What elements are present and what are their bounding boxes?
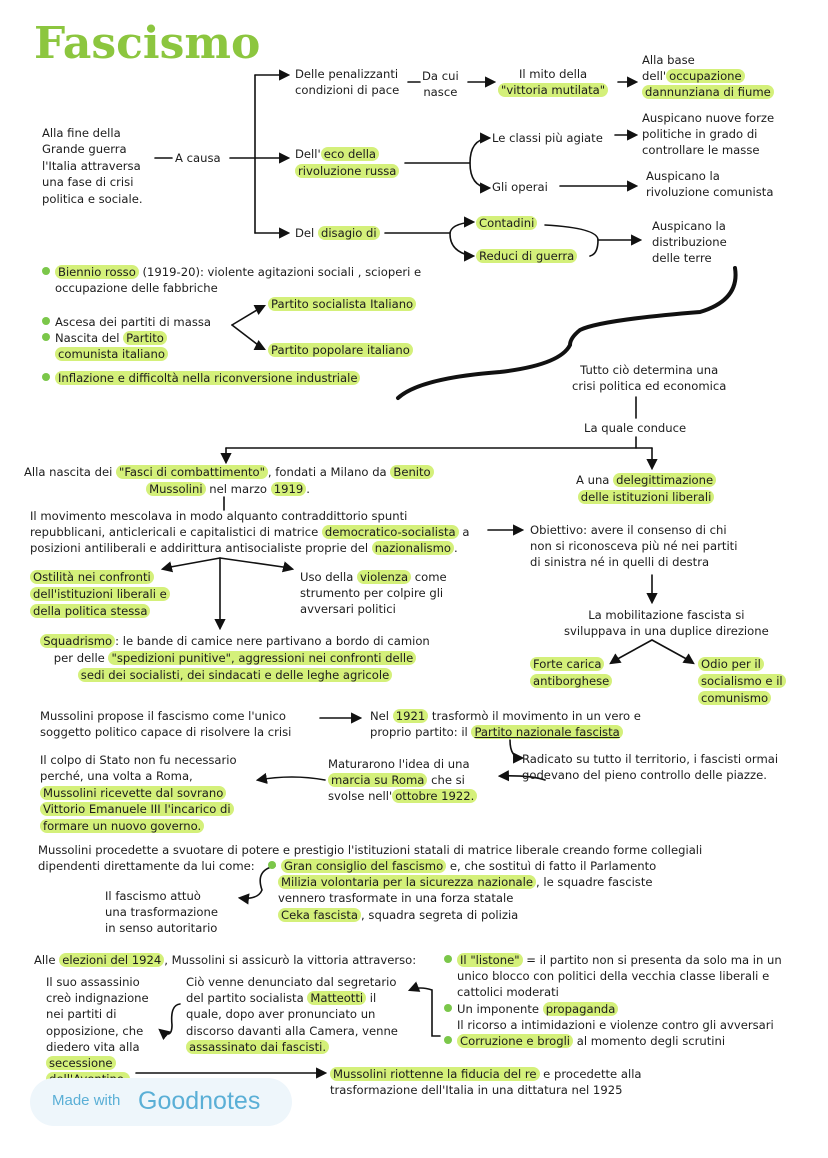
fasci-combattimento: Alla nascita dei "Fasci di combattimento" , fondati a Milano da Benito Mussolini nel marzo 1919 .	[24, 464, 432, 499]
obiettivo: Obiettivo: avere il consenso di chi non si riconosceva più né nei partiti di sinistra né in quelli di destra	[530, 523, 738, 570]
cause-disagio: Del disagio di	[295, 225, 380, 241]
la-quale-conduce: La quale conduce	[584, 421, 687, 435]
rivoluzione-comunista: Auspicano la rivoluzione comunista	[646, 169, 774, 200]
matteotti: Ciò venne denunciato dal segretario del partito socialista Matteotti il quale, dopo aver pronunciato un discorso davanti alla Camera, venne assassinato dai fascisti.	[186, 975, 398, 1054]
organi-fascisti: Gran consiglio del fascismo e, che sostituì di fatto il Parlamento Milizia volontaria per la sicurezza nazionale , le squadre fasciste vennero trasformate in una forza statale Ceka fascista , squadra segreta di polizia	[268, 858, 656, 923]
watermark-goodnotes: Goodnotes	[138, 1087, 261, 1115]
page-title: Fascismo	[34, 18, 261, 69]
marcia-su-roma: Maturarono l'idea di una marcia su Roma che si svolse nell' ottobre 1922.	[328, 756, 477, 805]
odio-socialismo: Odio per il socialismo e il comunismo	[698, 656, 786, 706]
fiducia-del-re: Mussolini riottenne la fiducia del re e procedette alla trasformazione dell'Italia in una dittatura nel 1925	[330, 1067, 642, 1098]
cause-pace: Delle penalizzanti condizioni di pace	[295, 67, 400, 98]
inflazione: Inflazione e difficoltà nella riconversione industriale	[42, 370, 360, 386]
procedette: Mussolini procedette a svuotare di potere e prestigio l'istituzioni statali di matrice liberale creando forme collegiali dipendenti direttamente da lui come:	[38, 843, 703, 874]
bullet-icon	[444, 1036, 452, 1044]
bullet-icon	[42, 317, 50, 325]
watermark-made-with: Made with	[52, 1092, 121, 1109]
propone-fascismo: Mussolini propose il fascismo come l'unico soggetto politico capace di risolvere la crisi	[40, 709, 292, 740]
bullet-icon	[42, 333, 50, 341]
intro-text: Alla fine della Grande guerra l'Italia attraversa una fase di crisi politica e sociale.	[42, 126, 143, 206]
partito-popolare: Partito popolare italiano	[268, 342, 413, 358]
delegittimazione: A una delegittimazione delle istituzioni liberali	[576, 472, 716, 507]
contadini: Contadini	[476, 215, 537, 231]
mobilitazione: La mobilitazione fascista si sviluppava in una duplice direzione	[564, 608, 769, 639]
cause-russa: Dell' eco della rivoluzione russa	[295, 146, 399, 181]
ascesa-partiti: Ascesa dei partiti di massa Nascita del Partito comunista italiano	[42, 314, 211, 363]
squadrismo: Squadrismo : le bande di camice nere partivano a bordo di camion per delle "spedizioni punitive", aggressioni nei confronti delle sedi dei socialisti, dei sindacati e delle leghe agricole	[30, 633, 440, 683]
a-causa-label: A causa	[175, 151, 221, 165]
nel-1921: Nel 1921 trasformò il movimento in un vero e proprio partito: il Partito nazionale fascista	[370, 709, 641, 740]
trasformazione-autoritaria: Il fascismo attuò una trasformazione in senso autoritario	[105, 889, 218, 936]
colpo-di-stato: Il colpo di Stato non fu necessario perché, una volta a Roma, Mussolini ricevette dal sovrano Vittorio Emanuele III l'incarico di formare un nuovo governo.	[40, 753, 237, 833]
uso-violenza: Uso della violenza come strumento per colpire gli avversari politici	[300, 570, 447, 617]
classi-agiate: Le classi più agiate	[492, 131, 603, 145]
bullet-icon	[444, 955, 452, 963]
bullet-icon	[444, 1004, 452, 1012]
assassinio: Il suo assassinio creò indignazione nei partiti di opposizione, che diedero vita alla secessione	[46, 974, 149, 1088]
da-cui-label: Da cui nasce	[422, 69, 459, 100]
movimento-text: Il movimento mescolava in modo alquanto contraddittorio spunti repubblicani, anticlericali e capitalistici di matrice democratico-socialista a posizioni antiliberali e addirittura antisocialiste proprie del nazionalismo .	[30, 509, 470, 556]
operai: Gli operai	[492, 180, 548, 194]
fiume-occupation: Alla base dell' occupazione dannunziana di fiume	[642, 52, 774, 101]
bullet-icon	[42, 267, 50, 275]
ostilita: Ostilità nei confronti dell'istituzioni liberali e della politica stessa	[30, 569, 170, 619]
crisi-politica: Tutto ciò determina una crisi politica ed economica	[572, 363, 727, 394]
reduci: Reduci di guerra	[476, 248, 577, 264]
forte-carica: Forte carica antiborghese	[530, 656, 612, 690]
elezioni-1924: Alle elezioni del 1924 , Mussolini si assicurò la vittoria attraverso:	[34, 953, 417, 967]
bullet-icon	[42, 373, 50, 381]
listone: Il "listone" = il partito non si presenta da solo ma in un unico blocco con politici della vecchia classe liberali e cattolici moderati Un imponente propaganda Il ricorso a intimidazioni e violenze contro gli avversari Corruzione e brogli al momento degli scrutini	[444, 952, 782, 1049]
distribuzione-terre: Auspicano la distribuzione delle terre	[652, 219, 727, 266]
biennio-rosso: Biennio rosso (1919-20): violente agitazioni sociali , scioperi e occupazione delle fabbriche	[42, 264, 421, 296]
mito-vittoria: Il mito della "vittoria mutilata"	[498, 66, 608, 98]
forze-politiche: Auspicano nuove forze politiche in grado di controllare le masse	[642, 111, 775, 158]
partito-socialista: Partito socialista Italiano	[268, 296, 416, 312]
bullet-icon	[268, 861, 276, 869]
radicato: Radicato su tutto il territorio, i fascisti ormai godevano del pieno controllo delle piazze.	[522, 752, 779, 783]
